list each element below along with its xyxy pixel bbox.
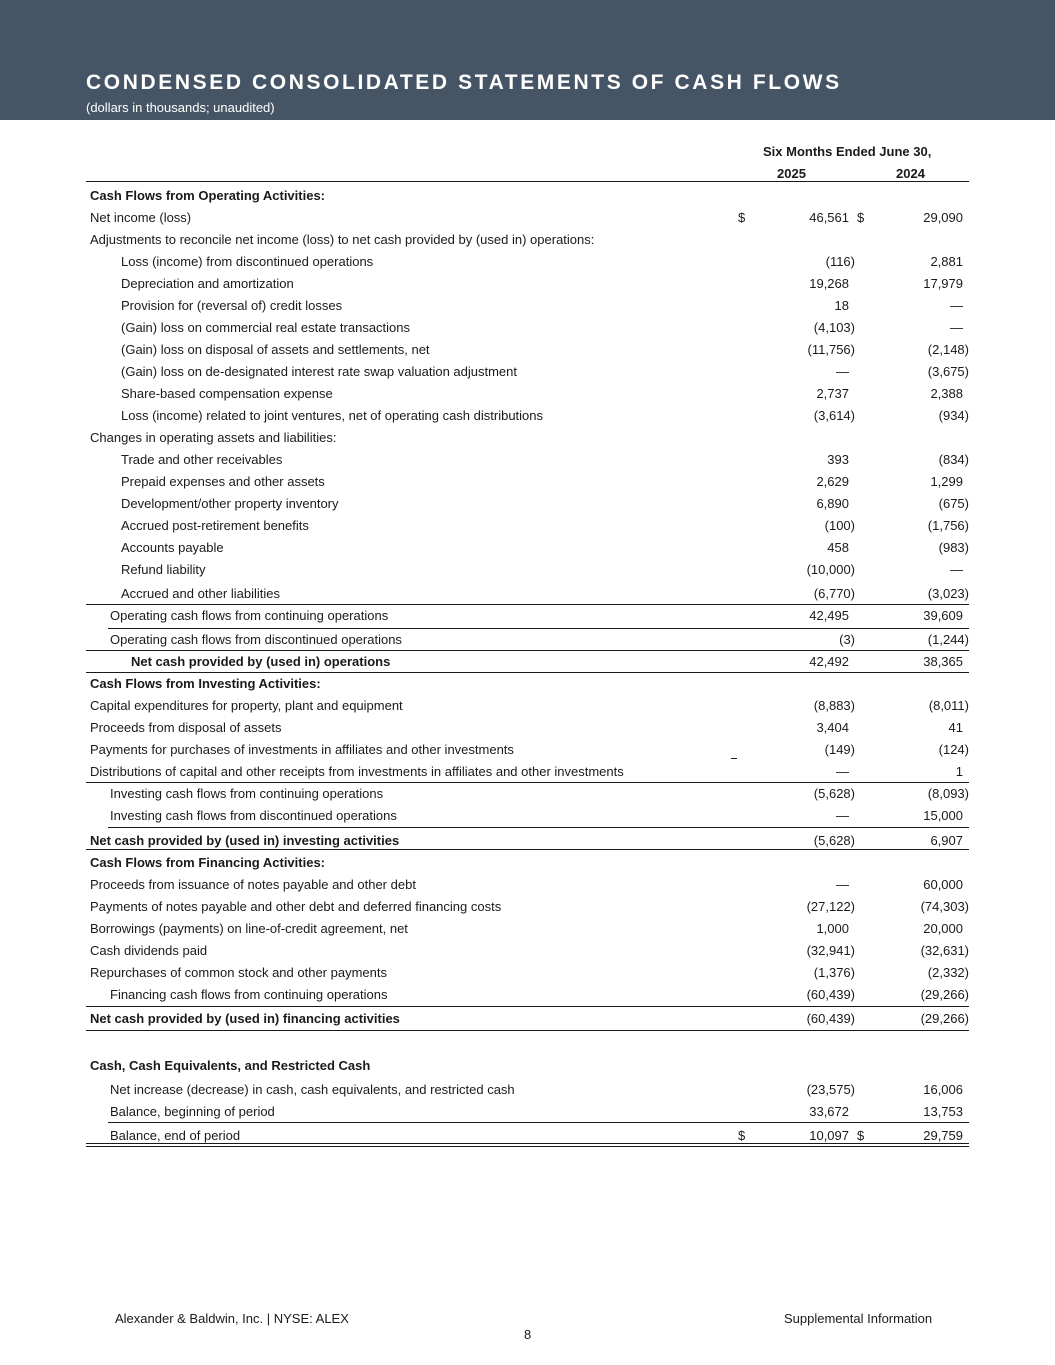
row-label: Cash dividends paid <box>90 943 208 958</box>
value-2024: (8,093) <box>927 786 969 801</box>
section-row <box>86 673 969 695</box>
value-2024: 1,299 <box>930 474 963 489</box>
value-2025: (6,770) <box>813 586 855 601</box>
row-label: Refund liability <box>121 562 206 577</box>
row-label: Net income (loss) <box>90 210 192 225</box>
table-row <box>86 783 969 805</box>
value-2024: 38,365 <box>923 654 963 669</box>
table-row <box>86 383 969 405</box>
row-label: Changes in operating assets and liabilities: <box>90 430 337 445</box>
value-2025: 42,492 <box>809 654 849 669</box>
footer-section: Supplemental Information <box>784 1311 933 1326</box>
divider <box>86 650 969 651</box>
table-row <box>86 449 969 471</box>
table-row <box>86 874 969 896</box>
value-2024: 29,759 <box>923 1128 963 1143</box>
value-2025: (60,439) <box>806 1011 855 1026</box>
value-2025: 6,890 <box>816 496 849 511</box>
value-2024: — <box>950 320 963 335</box>
value-2025: (100) <box>824 518 855 533</box>
value-2024: (8,011) <box>928 698 969 713</box>
footer-company: Alexander & Baldwin, Inc. | NYSE: ALEX <box>115 1311 349 1326</box>
table-row <box>86 339 969 361</box>
value-2024: (2,148) <box>927 342 969 357</box>
row-label: Share-based compensation expense <box>121 386 333 401</box>
section-row <box>86 852 969 874</box>
row-label: Balance, beginning of period <box>110 1104 275 1119</box>
value-2024: 16,006 <box>923 1082 963 1097</box>
value-2025: 18 <box>834 298 849 313</box>
row-label: Proceeds from disposal of assets <box>90 720 282 735</box>
row-label: Financing cash flows from continuing operations <box>110 987 388 1002</box>
table-row <box>86 317 969 339</box>
divider <box>86 1030 969 1031</box>
divider <box>86 1006 969 1007</box>
divider <box>108 1122 969 1123</box>
value-2025: — <box>836 877 849 892</box>
value-2024: (934) <box>938 408 969 423</box>
row-label: Proceeds from issuance of notes payable and other debt <box>90 877 416 892</box>
table-row <box>86 251 969 273</box>
value-2025: 46,561 <box>809 210 849 225</box>
page-number: 8 <box>524 1327 532 1342</box>
value-2024: 13,753 <box>923 1104 963 1119</box>
divider <box>86 181 969 182</box>
table-row <box>86 605 969 627</box>
value-2025: (60,439) <box>806 987 855 1002</box>
row-label: Operating cash flows from continuing operations <box>110 608 389 623</box>
value-2025: (5,628) <box>813 833 855 848</box>
table-row <box>86 515 969 537</box>
value-2024: 15,000 <box>923 808 963 823</box>
row-label: Provision for (reversal of) credit losses <box>121 298 343 313</box>
value-2024: 2,881 <box>930 254 963 269</box>
table-row <box>86 583 969 605</box>
divider <box>86 672 969 673</box>
value-2024: 41 <box>948 720 963 735</box>
value-2025: (27,122) <box>806 899 855 914</box>
table-row <box>86 805 969 827</box>
row-label: Loss (income) related to joint ventures, net of operating cash distributions <box>121 408 544 423</box>
section-row <box>86 185 969 207</box>
table-row <box>86 229 969 251</box>
value-2024: (1,244) <box>927 632 969 647</box>
value-2025: — <box>836 808 849 823</box>
value-2024: 1 <box>955 764 963 779</box>
row-label: (Gain) loss on de-designated interest rate swap valuation adjustment <box>121 364 517 379</box>
row-label: Repurchases of common stock and other payments <box>90 965 387 980</box>
row-label: Cash Flows from Financing Activities: <box>90 855 325 870</box>
row-label: Loss (income) from discontinued operations <box>121 254 374 269</box>
row-label: Depreciation and amortization <box>121 276 294 291</box>
value-2024: 29,090 <box>923 210 963 225</box>
row-label: (Gain) loss on commercial real estate transactions <box>121 320 411 335</box>
value-2024: (29,266) <box>920 1011 969 1026</box>
table-row <box>86 1101 969 1123</box>
currency-symbol: $ <box>738 1128 746 1143</box>
value-2024: (834) <box>938 452 969 467</box>
table-row <box>86 717 969 739</box>
row-label: Cash Flows from Investing Activities: <box>90 676 321 691</box>
year-2024-header: 2024 <box>896 166 925 181</box>
table-row <box>86 940 969 962</box>
double-underline <box>86 1143 969 1147</box>
table-row <box>86 918 969 940</box>
row-label: Net increase (decrease) in cash, cash equivalents, and restricted cash <box>110 1082 515 1097</box>
value-2025: 3,404 <box>816 720 849 735</box>
value-2024: 60,000 <box>923 877 963 892</box>
value-2025: 10,097 <box>809 1128 849 1143</box>
section-row <box>86 1055 969 1077</box>
value-2025: (149) <box>824 742 855 757</box>
row-label: Development/other property inventory <box>121 496 339 511</box>
table-row <box>86 1079 969 1101</box>
row-label: Prepaid expenses and other assets <box>121 474 325 489</box>
row-label: Payments of notes payable and other debt and deferred financing costs <box>90 899 502 914</box>
value-2025: (1,376) <box>813 965 855 980</box>
row-label: Payments for purchases of investments in affiliates and other investments <box>90 742 514 757</box>
section-row <box>86 651 969 673</box>
row-label: Borrowings (payments) on line-of-credit agreement, net <box>90 921 408 936</box>
row-label: Cash Flows from Operating Activities: <box>90 188 326 203</box>
divider <box>108 628 969 629</box>
row-label: Net cash provided by (used in) operations <box>131 654 391 669</box>
row-label: Capital expenditures for property, plant and equipment <box>90 698 403 713</box>
row-label: Accrued and other liabilities <box>121 586 280 601</box>
value-2025: (32,941) <box>806 943 855 958</box>
value-2024: (983) <box>938 540 969 555</box>
value-2025: 458 <box>827 540 849 555</box>
row-label: Investing cash flows from continuing operations <box>110 786 384 801</box>
value-2025: (4,103) <box>813 320 855 335</box>
value-2024: — <box>950 298 963 313</box>
section-row <box>86 1008 969 1030</box>
row-label: Cash, Cash Equivalents, and Restricted Cash <box>90 1058 371 1073</box>
row-label: Trade and other receivables <box>121 452 283 467</box>
value-2024: — <box>950 562 963 577</box>
value-2024: (2,332) <box>927 965 969 980</box>
currency-symbol: $ <box>857 1128 865 1143</box>
table-row <box>86 427 969 449</box>
table-row <box>86 695 969 717</box>
table-row <box>86 629 969 651</box>
table-row <box>86 761 969 783</box>
value-2024: 20,000 <box>923 921 963 936</box>
value-2025: 1,000 <box>816 921 849 936</box>
row-label: Distributions of capital and other receipts from investments in affiliates and other investments <box>90 764 624 779</box>
page-subtitle: (dollars in thousands; unaudited) <box>86 100 275 115</box>
value-2025: (3) <box>839 632 855 647</box>
row-label: Balance, end of period <box>110 1128 241 1143</box>
row-label: Investing cash flows from discontinued operations <box>110 808 397 823</box>
value-2025: 2,629 <box>816 474 849 489</box>
divider <box>108 827 969 828</box>
value-2024: (29,266) <box>920 987 969 1002</box>
row-label: Accrued post-retirement benefits <box>121 518 309 533</box>
table-row <box>86 896 969 918</box>
value-2024: 2,388 <box>930 386 963 401</box>
row-label: Adjustments to reconcile net income (loss) to net cash provided by (used in) operations: <box>90 232 595 247</box>
table-row <box>86 493 969 515</box>
currency-symbol: $ <box>738 210 746 225</box>
period-header: Six Months Ended June 30, <box>763 144 932 159</box>
row-label: Net cash provided by (used in) investing activities <box>90 833 400 848</box>
stray-dash-mark <box>731 758 737 759</box>
value-2024: (3,675) <box>927 364 969 379</box>
value-2024: (124) <box>938 742 969 757</box>
value-2024: (32,631) <box>920 943 969 958</box>
table-row <box>86 471 969 493</box>
divider <box>86 849 969 850</box>
row-label: (Gain) loss on disposal of assets and settlements, net <box>121 342 430 357</box>
value-2025: (23,575) <box>806 1082 855 1097</box>
value-2024: 17,979 <box>923 276 963 291</box>
header-banner <box>0 0 1055 120</box>
table-row <box>86 273 969 295</box>
table-row <box>86 739 969 761</box>
value-2024: (3,023) <box>927 586 969 601</box>
table-row <box>86 405 969 427</box>
divider <box>86 604 969 605</box>
value-2024: 39,609 <box>923 608 963 623</box>
value-2025: 19,268 <box>809 276 849 291</box>
table-row <box>86 537 969 559</box>
value-2025: 42,495 <box>809 608 849 623</box>
value-2025: (10,000) <box>806 562 855 577</box>
table-row <box>86 295 969 317</box>
table-row <box>86 559 969 581</box>
currency-symbol: $ <box>857 210 865 225</box>
value-2024: 6,907 <box>930 833 963 848</box>
value-2025: 33,672 <box>809 1104 849 1119</box>
value-2024: (675) <box>938 496 969 511</box>
value-2025: (8,883) <box>813 698 855 713</box>
table-row <box>86 962 969 984</box>
value-2025: 2,737 <box>816 386 849 401</box>
value-2025: — <box>836 764 849 779</box>
page-title: CONDENSED CONSOLIDATED STATEMENTS OF CASH FLOWS <box>86 71 842 94</box>
divider <box>86 782 969 783</box>
row-label: Operating cash flows from discontinued operations <box>110 632 402 647</box>
value-2025: (116) <box>825 254 855 269</box>
table-row <box>86 984 969 1006</box>
value-2025: (3,614) <box>813 408 855 423</box>
row-label: Net cash provided by (used in) financing activities <box>90 1011 400 1026</box>
value-2025: (5,628) <box>813 786 855 801</box>
table-row <box>86 361 969 383</box>
row-label: Accounts payable <box>121 540 224 555</box>
year-2025-header: 2025 <box>777 166 806 181</box>
value-2025: (11,756) <box>807 342 855 357</box>
value-2024: (1,756) <box>927 518 969 533</box>
value-2025: — <box>836 364 849 379</box>
value-2024: (74,303) <box>920 899 969 914</box>
value-2025: 393 <box>827 452 849 467</box>
table-row <box>86 207 969 229</box>
